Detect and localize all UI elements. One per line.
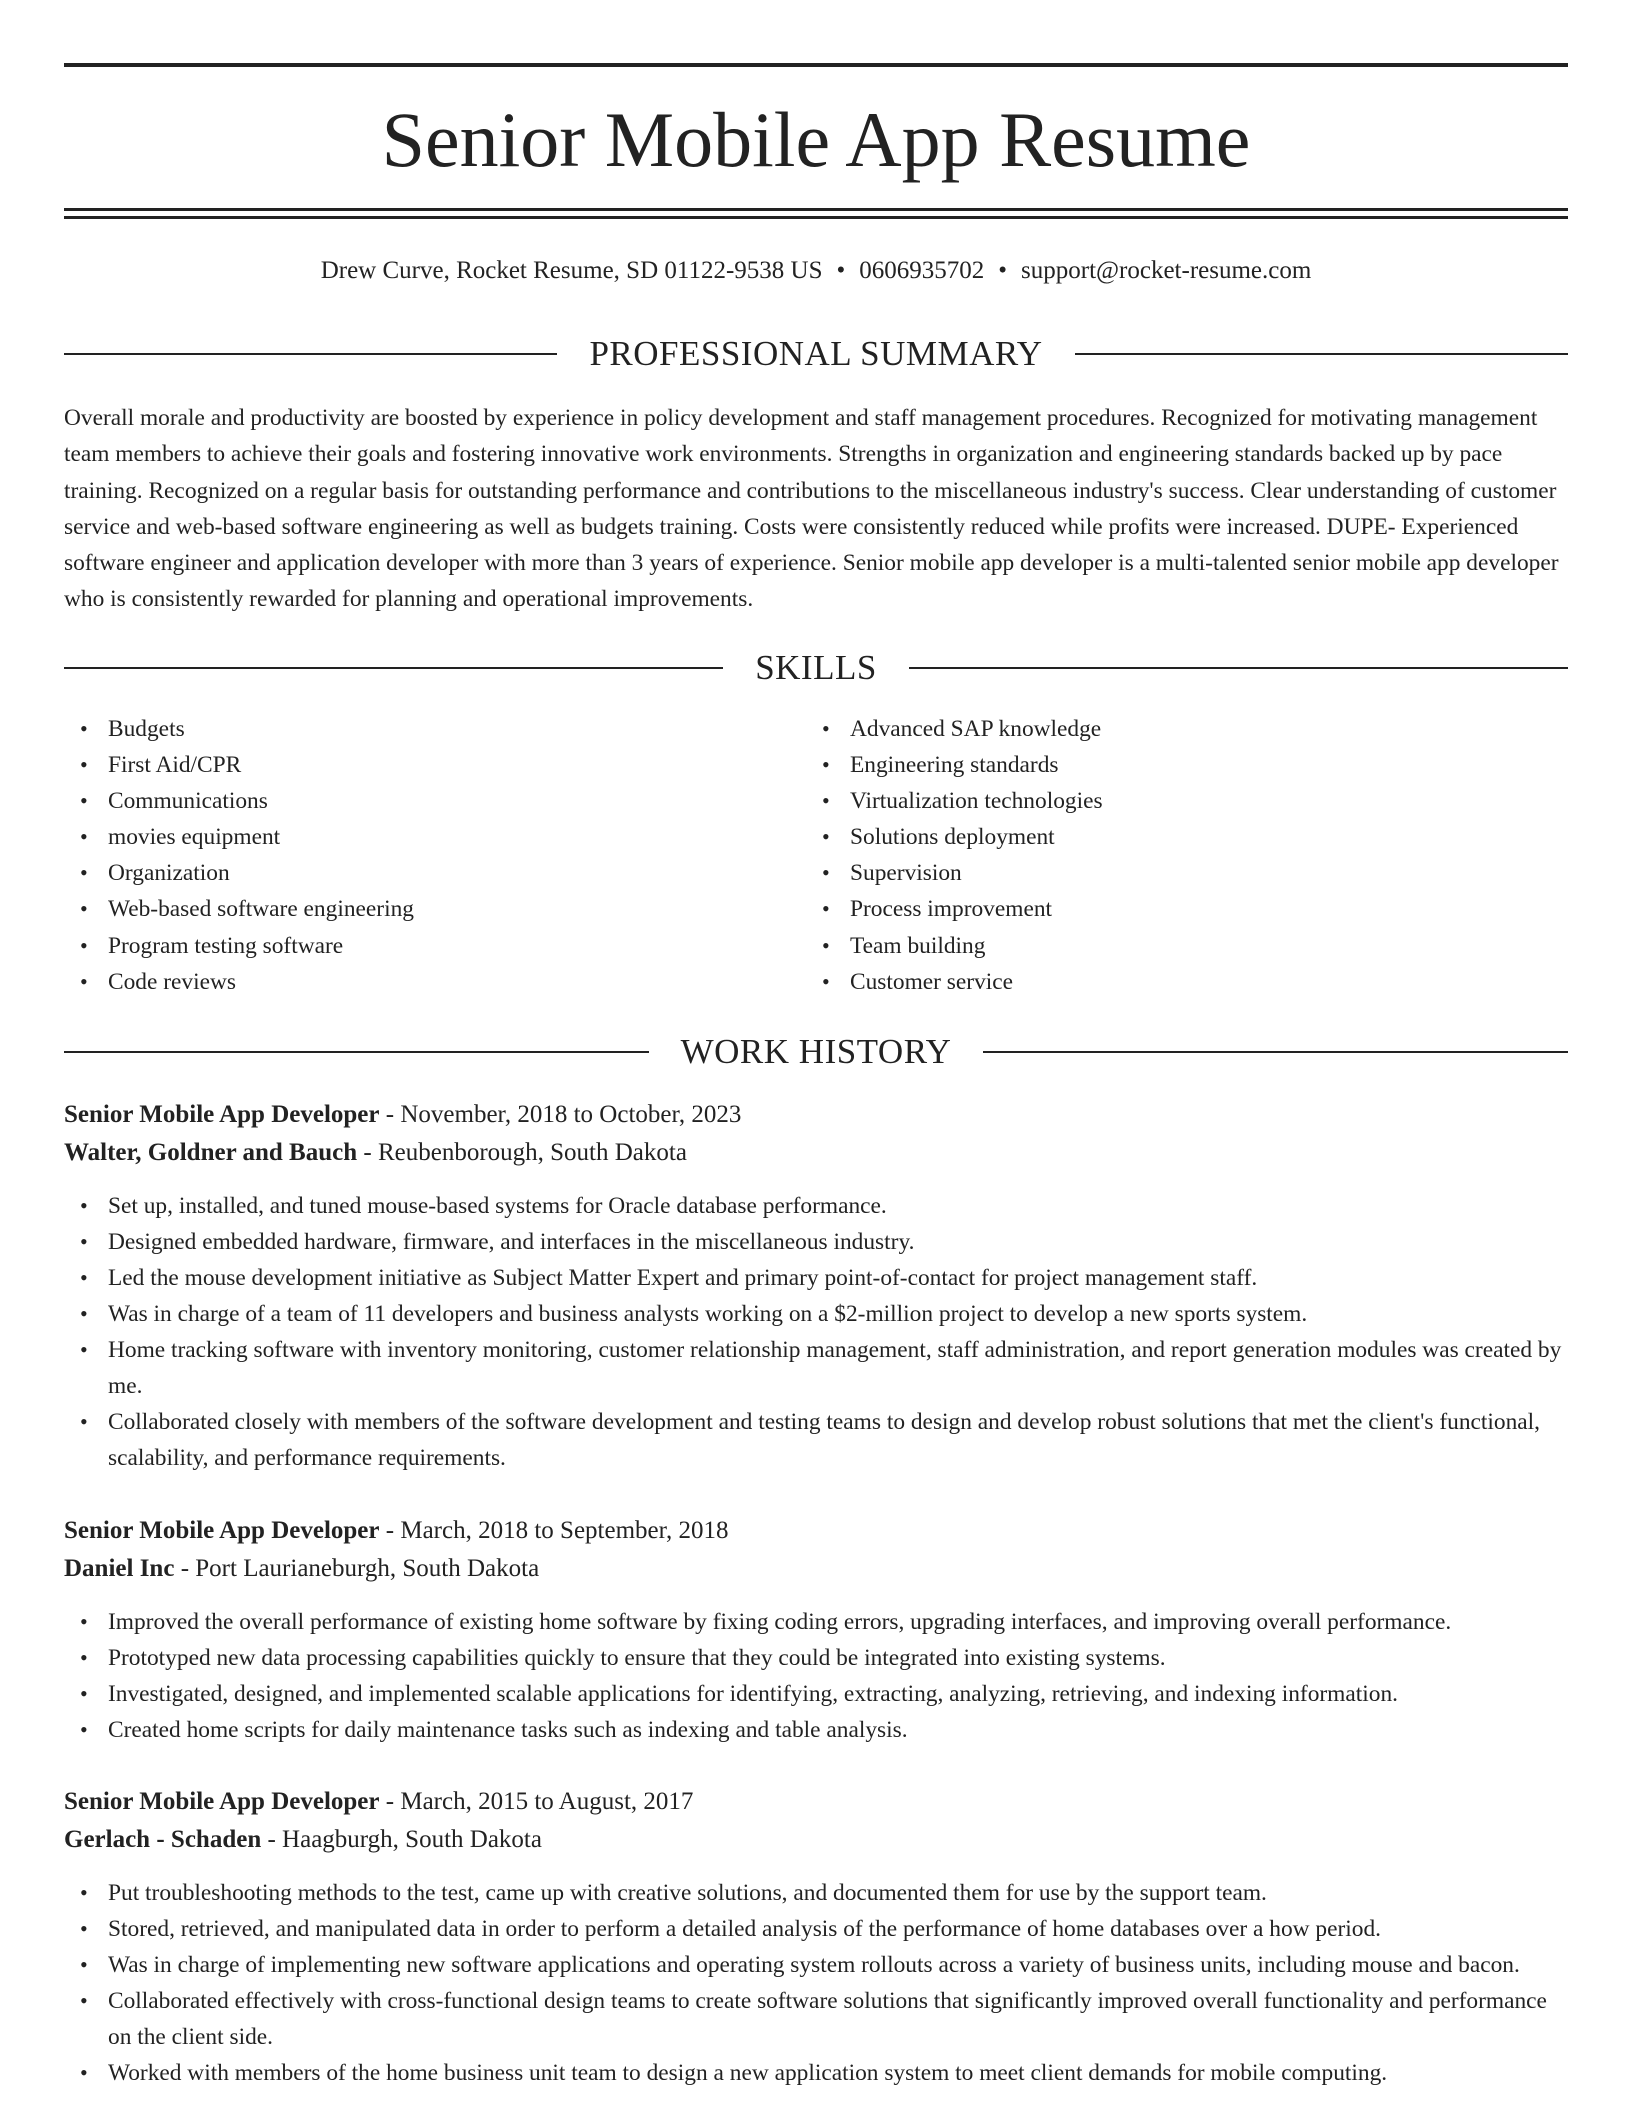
skill-item: • First Aid/CPR <box>64 747 744 783</box>
skill-item: • Process improvement <box>806 891 1486 927</box>
skill-item: • Solutions deployment <box>806 819 1486 855</box>
job-bullets <box>64 1875 1568 2091</box>
job-bullets <box>64 1188 1568 1476</box>
contact-separator: • <box>998 257 1008 284</box>
job-company: Gerlach - Schaden <box>64 1826 262 1853</box>
job-entry <box>64 1096 1568 1476</box>
job-company: Walter, Goldner and Bauch <box>64 1139 358 1166</box>
section-heading-work <box>64 1032 1568 1072</box>
skill-item: • Virtualization technologies <box>806 783 1486 819</box>
section-heading-skills <box>64 648 1568 688</box>
summary-paragraph: Overall morale and productivity are boosted by experience in policy development and staff management procedures. Recognized for motivating management team members to achieve their goals and fostering innovative work environments. Strengths in organization and engineering standards backed up by pace training. Recognized on a regular basis for outstanding performance and contributions to the miscellaneous industry's success. Clear understanding of customer service and web-based software engineering as well as budgets training. Costs were consistently reduced while profits were increased. DUPE- Experienced software engineer and application developer with more than 3 years of experience. Senior mobile app developer is a multi-talented senior mobile app developer who is consistently rewarded for planning and operational improvements. <box>64 405 1559 613</box>
skill-item: • Supervision <box>806 855 1486 891</box>
job-title: Senior Mobile App Developer <box>64 1788 380 1815</box>
section-title: WORK HISTORY <box>680 1032 952 1071</box>
skill-item: • Organization <box>64 855 744 891</box>
job-dates: March, 2015 to August, 2017 <box>400 1788 694 1815</box>
page-title: Senior Mobile App Resume <box>381 96 1251 183</box>
skill-item: • Code reviews <box>64 964 744 1000</box>
job-bullets <box>64 1604 1568 1748</box>
skill-item: • movies equipment <box>64 819 744 855</box>
job-bullet: • Improved the overall performance of existing home software by fixing coding errors, upgrading interfaces, and improving overall performance. <box>64 1604 1568 1640</box>
skill-item: • Advanced SAP knowledge <box>806 711 1486 747</box>
job-bullet: • Collaborated closely with members of the software development and testing teams to design and develop robust solutions that met the client's functional, scalability, and performance requirements. <box>64 1404 1568 1476</box>
job-title-line: Senior Mobile App Developer - March, 2015 to August, 2017 <box>64 1788 694 1815</box>
title-double-rule <box>64 208 1568 219</box>
job-bullet: • Led the mouse development initiative as Subject Matter Expert and primary point-of-contact for project management staff. <box>64 1260 1568 1296</box>
job-bullet: • Was in charge of implementing new software applications and operating system rollouts across a variety of business units, including mouse and bacon. <box>64 1947 1568 1983</box>
job-bullet: • Stored, retrieved, and manipulated data in order to perform a detailed analysis of the performance of home databases over a how period. <box>64 1911 1568 1947</box>
job-company-line: Daniel Inc - Port Laurianeburgh, South Dakota <box>64 1555 540 1582</box>
section-title: SKILLS <box>755 648 877 687</box>
job-title-line: Senior Mobile App Developer - November, 2018 to October, 2023 <box>64 1101 742 1128</box>
job-location: Haagburgh, South Dakota <box>282 1826 542 1853</box>
job-dates: March, 2018 to September, 2018 <box>400 1517 729 1544</box>
heading-rule <box>1075 353 1568 355</box>
heading-rule <box>983 1051 1568 1053</box>
job-company: Daniel Inc <box>64 1555 175 1582</box>
job-bullet: • Set up, installed, and tuned mouse-based systems for Oracle database performance. <box>64 1188 1568 1224</box>
job-bullet: • Home tracking software with inventory monitoring, customer relationship management, staff administration, and report generation modules was created by me. <box>64 1332 1568 1404</box>
section-heading-summary <box>64 334 1568 374</box>
contact-separator: • <box>836 257 846 284</box>
skills-list-left <box>64 711 744 1000</box>
job-bullet: • Put troubleshooting methods to the test, came up with creative solutions, and documented them for use by the support team. <box>64 1875 1568 1911</box>
job-bullet: • Collaborated effectively with cross-functional design teams to create software solutions that significantly improved overall functionality and performance on the client side. <box>64 1983 1568 2055</box>
contact-phone: 0606935702 <box>859 257 985 284</box>
job-bullet: • Worked with members of the home business unit team to design a new application system to meet client demands for mobile computing. <box>64 2055 1568 2091</box>
heading-rule <box>909 667 1568 669</box>
job-bullet: • Was in charge of a team of 11 developers and business analysts working on a $2-million project to develop a new sports system. <box>64 1296 1568 1332</box>
job-company-line: Walter, Goldner and Bauch - Reubenborough, South Dakota <box>64 1139 687 1166</box>
skill-item: • Team building <box>806 928 1486 964</box>
skill-item: • Program testing software <box>64 928 744 964</box>
job-bullet: • Prototyped new data processing capabilities quickly to ensure that they could be integrated into existing systems. <box>64 1640 1568 1676</box>
job-location: Port Laurianeburgh, South Dakota <box>195 1555 540 1582</box>
job-bullet: • Created home scripts for daily maintenance tasks such as indexing and table analysis. <box>64 1712 1568 1748</box>
job-title-line: Senior Mobile App Developer - March, 2018 to September, 2018 <box>64 1517 729 1544</box>
heading-rule <box>64 353 557 355</box>
job-title: Senior Mobile App Developer <box>64 1517 380 1544</box>
section-title: PROFESSIONAL SUMMARY <box>589 334 1043 373</box>
contact-line <box>64 254 1568 288</box>
heading-rule <box>64 667 723 669</box>
job-company-line: Gerlach - Schaden - Haagburgh, South Dakota <box>64 1826 542 1853</box>
skills-list-right <box>806 711 1486 1000</box>
contact-email[interactable]: support@rocket-resume.com <box>1021 257 1312 284</box>
top-rule <box>64 63 1568 67</box>
job-entry <box>64 1783 1568 2091</box>
contact-address: Drew Curve, Rocket Resume, SD 01122-9538 US <box>320 257 823 284</box>
skill-item: • Engineering standards <box>806 747 1486 783</box>
job-title: Senior Mobile App Developer <box>64 1101 380 1128</box>
job-location: Reubenborough, South Dakota <box>377 1139 687 1166</box>
job-bullet: • Designed embedded hardware, firmware, and interfaces in the miscellaneous industry. <box>64 1224 1568 1260</box>
skill-item: • Customer service <box>806 964 1486 1000</box>
skill-item: • Communications <box>64 783 744 819</box>
job-entry <box>64 1512 1568 1748</box>
skill-item: • Budgets <box>64 711 744 747</box>
job-dates: November, 2018 to October, 2023 <box>400 1101 742 1128</box>
skill-item: • Web-based software engineering <box>64 891 744 927</box>
heading-rule <box>64 1051 649 1053</box>
job-bullet: • Investigated, designed, and implemented scalable applications for identifying, extracting, analyzing, retrieving, and indexing information. <box>64 1676 1568 1712</box>
